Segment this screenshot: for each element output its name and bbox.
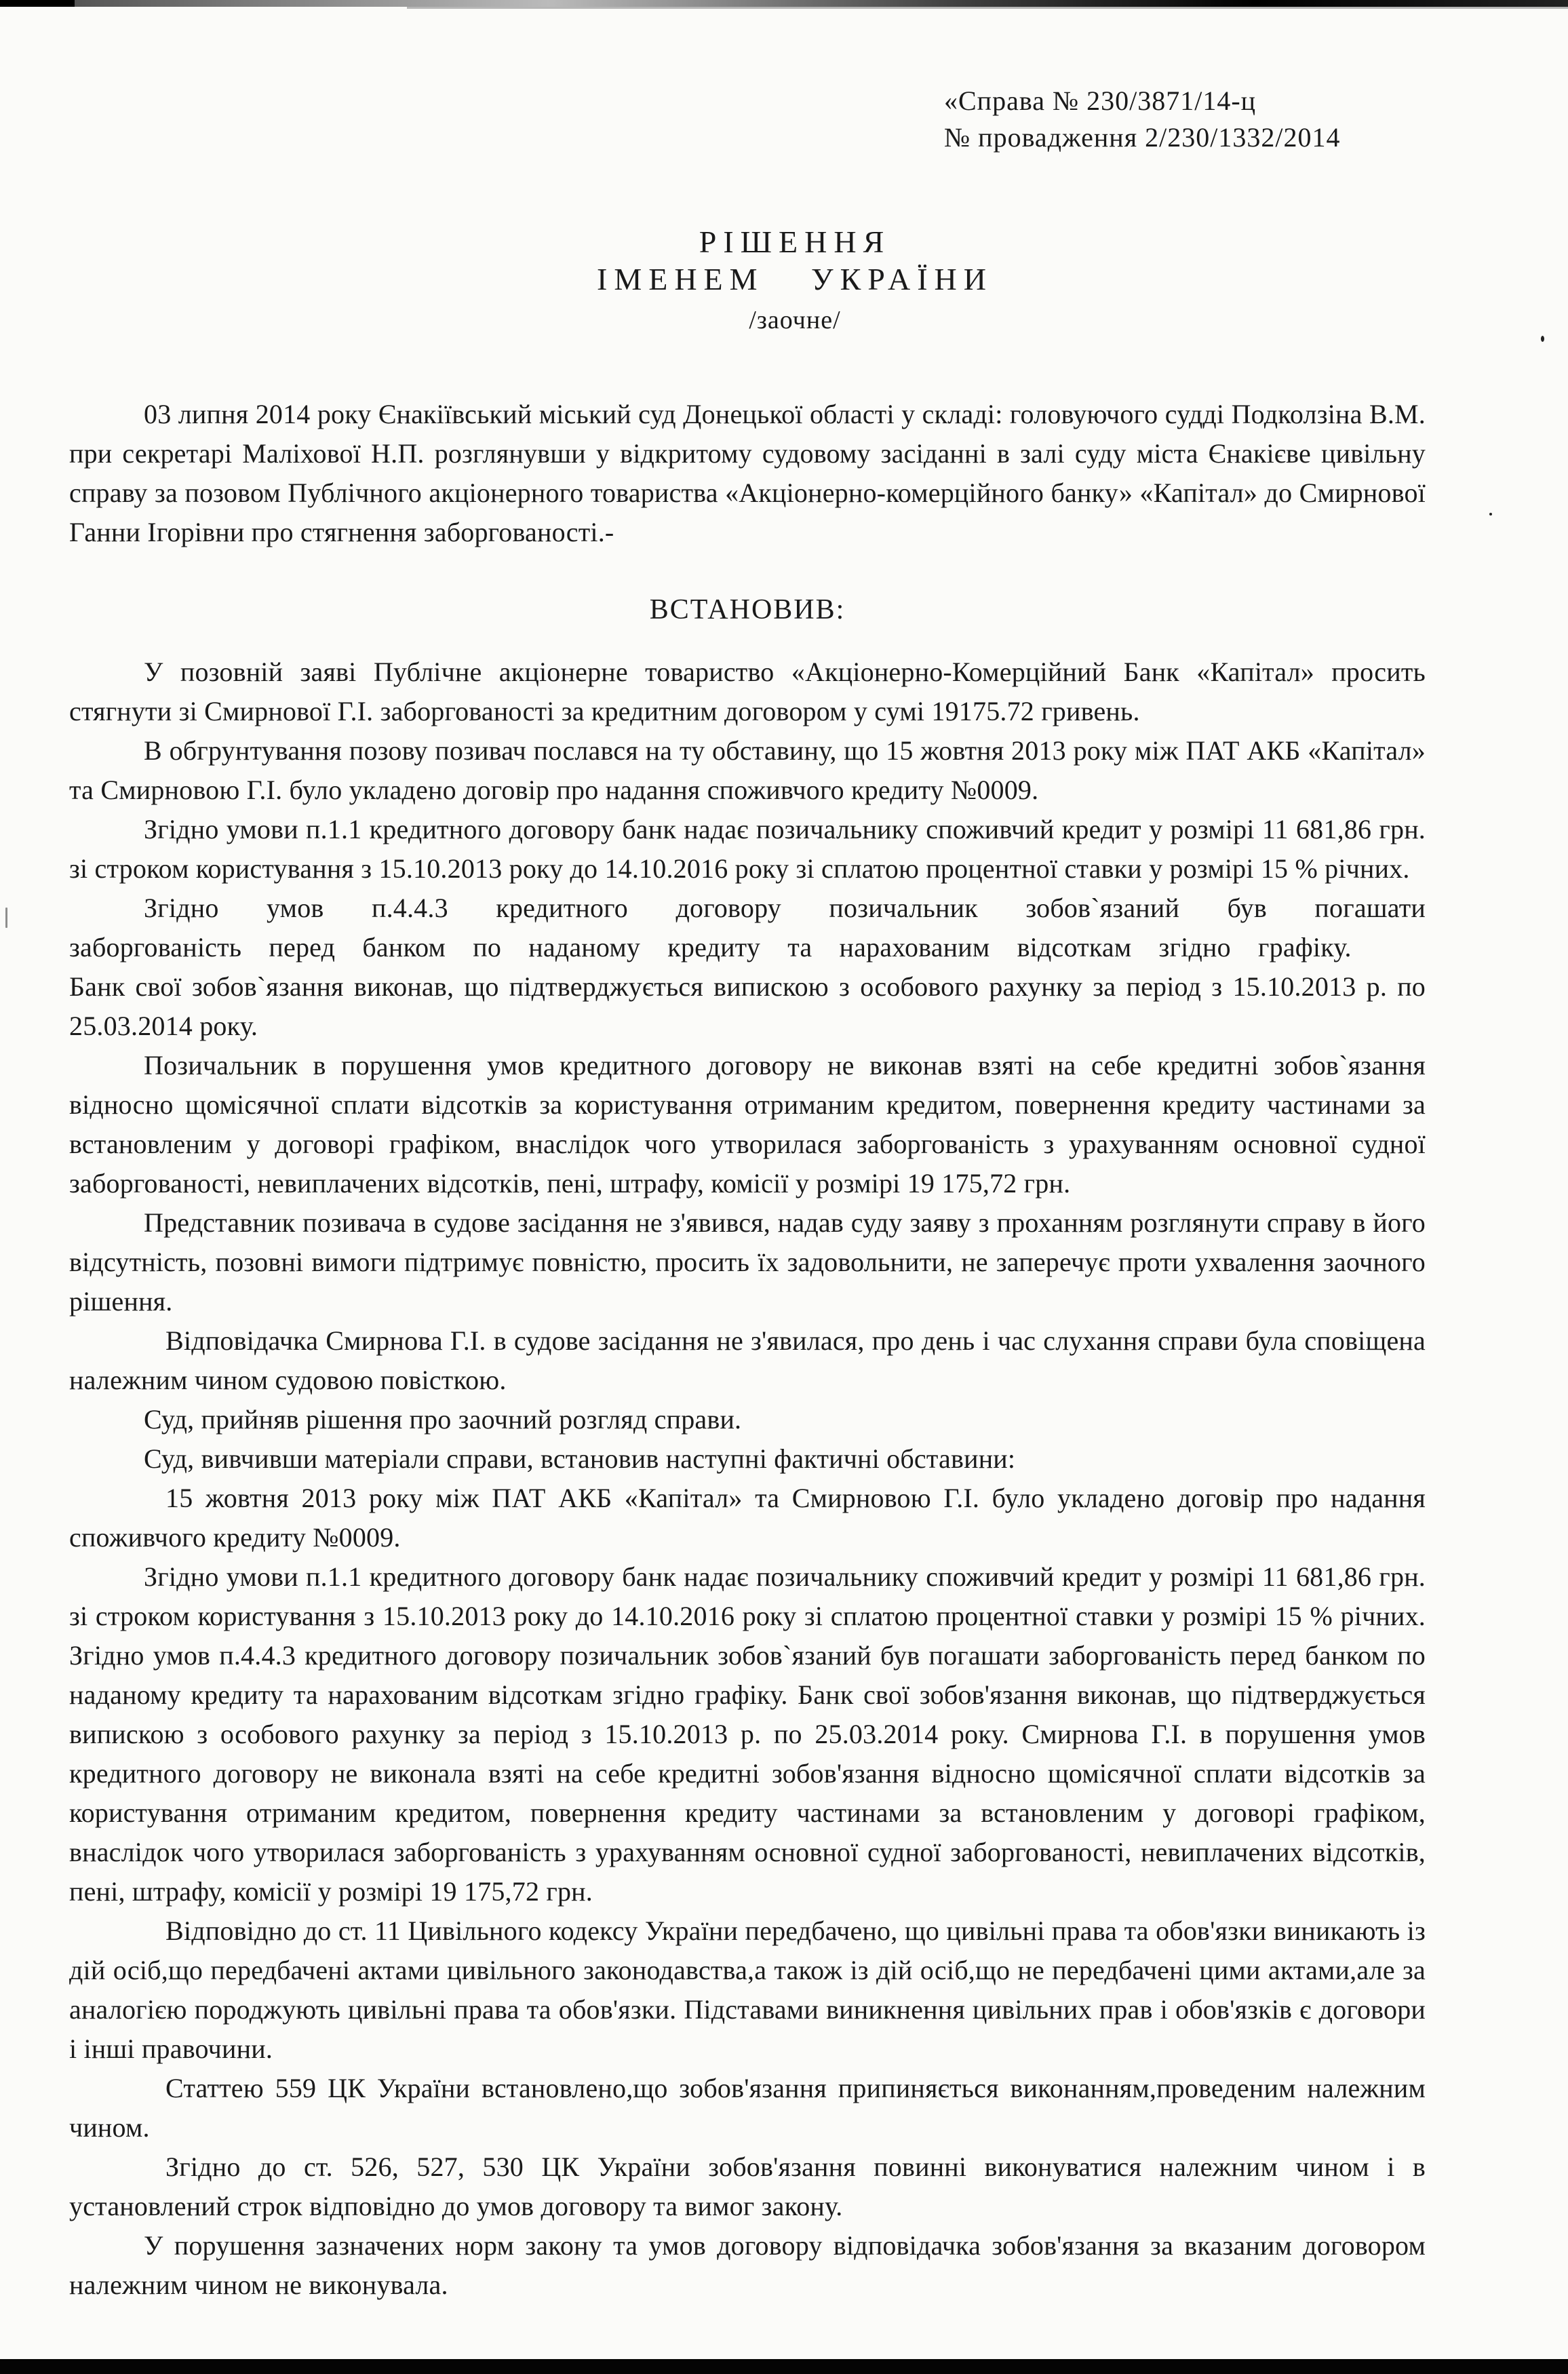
body-paragraph: Згідно умови п.1.1 кредитного договору банк надає позичальнику споживчий кредит у розмірі 11 681,86 грн. зі строком користування з 15.10.2013 року до 14.10.2016 року зі сплатою процентної ставки у розмірі 15 % річних. (69, 814, 1426, 884)
scan-speck (1541, 336, 1544, 342)
case-number: «Справа № 230/3871/14-ц (944, 85, 1257, 116)
section-heading-established: ВСТАНОВИВ: (649, 594, 846, 625)
document-body (69, 395, 1426, 2305)
scan-edge-bottom (0, 2359, 1568, 2374)
proceeding-number: № провадження 2/230/1332/2014 (944, 122, 1341, 153)
body-paragraph: Відповідно до ст. 11 Цивільного кодексу України передбачено, що цивільні права та обов'язки виникають із дій осіб,що передбачені актами цивільного законодавства,а також із дій осіб,що не передбачені цими актами,але за аналогією породжують цивільні права та обов'язки. Підставами виникнення цивільних прав і обов'язків є договори і інші правочини. (69, 1915, 1426, 2064)
body-paragraph: У порушення зазначених норм закону та умов договору відповідачка зобов'язання за вказаним договором належним чином не виконувала. (69, 2230, 1426, 2300)
scan-edge-top (0, 0, 1568, 7)
case-header (944, 83, 1541, 156)
body-paragraph: Статтею 559 ЦК України встановлено,що зобов'язання припиняється виконанням,проведеним належним чином. (69, 2073, 1426, 2143)
body-paragraph: Згідно до ст. 526, 527, 530 ЦК України зобов'язання повинні виконуватися належним чином і в установлений строк відповідно до умов договору та вимог закону. (69, 2152, 1426, 2221)
document-type-note: /заочне/ (749, 306, 841, 334)
body-paragraph: Представник позивача в судове засідання не з'явився, надав суду заяву з проханням розглянути справу в його відсутність, позовні вимоги підтримує повністю, просить їх задовольнити, не заперечує проти ухвалення заочного рішення. (69, 1207, 1426, 1317)
document-title: РІШЕННЯ (699, 225, 891, 259)
body-paragraph: Суд, вивчивши матеріали справи, встановив наступні фактичні обставини: (144, 1443, 1016, 1474)
body-paragraph: Згідно умови п.1.1 кредитного договору банк надає позичальнику споживчий кредит у розмірі 11 681,86 грн. зі строком користування з 15.10.2013 року до 14.10.2016 року зі сплатою процентної ставки у розмірі 15 % річних. Згідно умов п.4.4.3 кредитного договору позичальник зобов`язаний був погашати заборгованість перед банком по наданому кредиту та нарахованим відсоткам згідно графіку. Банк свої зобов'язання виконав, що підтверджується випискою з особового рахунку за період з 15.10.2013 р. по 25.03.2014 року. Смирнова Г.І. в порушення умов кредитного договору не виконала взяті на себе кредитні зобов'язання відносно щомісячної сплати відсотків за користування отриманим кредитом, повернення кредиту частинами за встановленим у договорі графіком, внаслідок чого утворилася заборгованість з урахуванням основної судної заборгованості, невиплачених відсотків, пені, штрафу, комісії у розмірі 19 175,72 грн. (69, 1561, 1426, 1907)
body-paragraph: У позовній заяві Публічне акціонерне товариство «Акціонерно-Комерційний Банк «Капітал» просить стягнути зі Смирнової Г.І. заборгованості за кредитним договором у сумі 19175.72 гривень. (69, 657, 1426, 726)
intro-paragraph: 03 липня 2014 року Єнакіївський міський суд Донецької області у складі: головуючого судді Подколзіна В.М. при секретарі Маліхової Н.П. розглянувши у відкритому судовому засіданні в залі суду міста Єнакієве цивільну справу за позовом Публічного акціонерного товариства «Акціонерно-комерційного банку» «Капітал» до Смирнової Ганни Ігорівни про стягнення заборгованості.- (69, 399, 1426, 547)
body-paragraph: Відповідачка Смирнова Г.І. в судове засідання не з'явилася, про день і час слухання справи була сповіщена належним чином судовою повісткою. (69, 1325, 1426, 1395)
document-title-subline: ІМЕНЕМ УКРАЇНИ (597, 262, 993, 296)
body-paragraph: Суд, прийняв рішення про заочний розгляд справи. (144, 1404, 742, 1435)
body-paragraph: 15 жовтня 2013 року між ПАТ АКБ «Капітал» та Смирновою Г.І. було укладено договір про надання споживчого кредиту №0009. (69, 1483, 1426, 1553)
body-paragraph: Згідно умов п.4.4.3 кредитного договору позичальник зобов`язаний був погашати заборгованість перед банком по наданому кредиту та нарахованим відсоткам згідно графіку. (69, 893, 1426, 962)
body-paragraph: В обгрунтування позову позивач послався на ту обставину, що 15 жовтня 2013 року між ПАТ АКБ «Капітал» та Смирновою Г.І. було укладено договір про надання споживчого кредиту №0009. (69, 735, 1426, 805)
scan-edge-top-shadow (407, 7, 1568, 9)
body-paragraph: Банк свої зобов`язання виконав, що підтверджується випискою з особового рахунку за період з 15.10.2013 р. по 25.03.2014 року. (69, 971, 1426, 1041)
body-paragraph: Позичальник в порушення умов кредитного договору не виконав взяті на себе кредитні зобов`язання відносно щомісячної сплати відсотків за користування отриманим кредитом, повернення кредиту частинами за встановленим у договорі графіком, внаслідок чого утворилася заборгованість з урахуванням основної судної заборгованості, невиплачених відсотків, пені, штрафу, комісії у розмірі 19 175,72 грн. (69, 1050, 1426, 1199)
scan-speck (1489, 513, 1492, 515)
scan-speck (5, 908, 7, 928)
